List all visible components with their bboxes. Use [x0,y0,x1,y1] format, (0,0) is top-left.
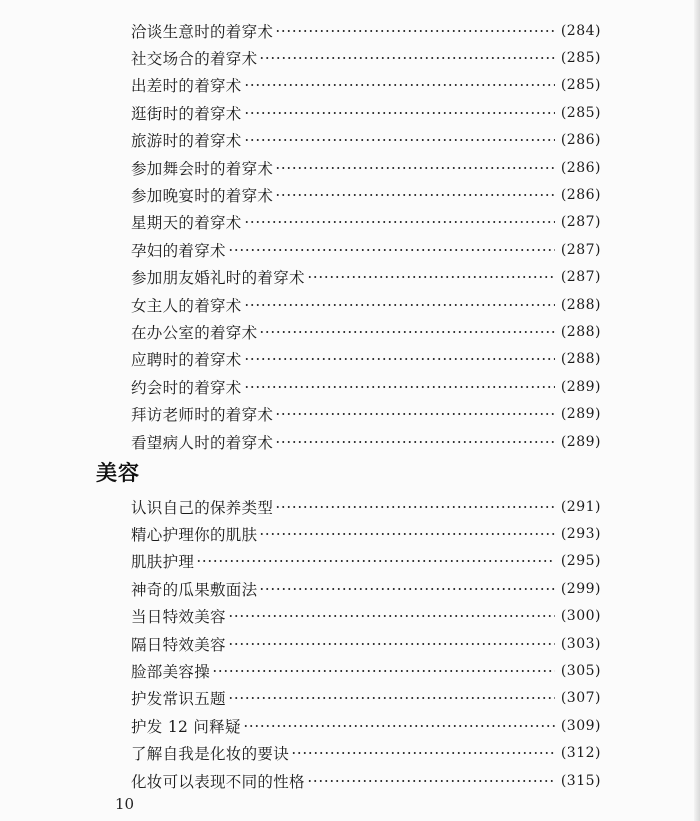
toc-entry[interactable] [131,657,601,684]
toc-entry-title: 化妆可以表现不同的性格 [131,772,305,791]
toc-entry-title: 女主人的着穿术 [131,296,242,315]
dot-leader [259,533,554,535]
dot-leader [243,725,555,727]
toc-list-continued [131,17,601,455]
toc-entry[interactable] [131,400,601,427]
toc-entry[interactable] [131,630,601,657]
toc-entry-page-number: (303) [560,635,601,652]
toc-entry-title: 认识自己的保养类型 [131,498,274,517]
toc-entry-title: 隔日特效美容 [131,635,226,654]
toc-entry-page-number: (288) [560,296,601,313]
dot-leader [228,615,555,617]
dot-leader [228,249,555,251]
toc-entry-title: 肌肤护理 [131,553,195,572]
toc-entry-page-number: (284) [560,22,601,39]
toc-entry-title: 了解自我是化妆的要诀 [131,745,290,764]
dot-leader [244,112,555,114]
toc-entry[interactable] [131,99,601,126]
toc-entry-title: 在办公室的着穿术 [131,323,258,342]
toc-entry[interactable] [131,712,601,739]
toc-entry-page-number: (286) [560,132,601,149]
dot-leader [307,276,555,278]
section-heading: 美容 [96,461,140,485]
toc-entry-page-number: (307) [560,690,601,707]
toc-entry-page-number: (299) [560,580,601,597]
toc-entry-title: 应聘时的着穿术 [131,351,242,370]
dot-leader [275,194,555,196]
toc-entry-title: 逛街时的着穿术 [131,104,242,123]
dot-leader [291,752,555,754]
toc-entry-page-number: (285) [560,77,601,94]
toc-entry-page-number: (300) [560,608,601,625]
toc-entry-page-number: (293) [560,526,601,543]
dot-leader [244,386,555,388]
toc-entry[interactable] [131,548,601,575]
dot-leader [196,560,555,562]
toc-entry[interactable] [131,72,601,99]
dot-leader [244,304,555,306]
dot-leader [244,84,555,86]
toc-entry[interactable] [131,154,601,181]
toc-entry-page-number: (287) [560,269,601,286]
toc-entry-page-number: (287) [560,241,601,258]
toc-entry[interactable] [131,346,601,373]
toc-entry-title: 脸部美容操 [131,663,211,682]
toc-entry[interactable] [131,318,601,345]
toc-entry-title: 参加舞会时的着穿术 [131,159,274,178]
toc-entry-title: 约会时的着穿术 [131,378,242,397]
toc-entry-title: 护发常识五题 [131,690,226,709]
toc-entry-page-number: (286) [560,187,601,204]
dot-leader [259,57,554,59]
toc-entry[interactable] [131,575,601,602]
dot-leader [244,221,555,223]
dot-leader [228,697,555,699]
toc-entry[interactable] [131,209,601,236]
toc-entry-page-number: (305) [560,663,601,680]
toc-entry[interactable] [131,236,601,263]
toc-entry[interactable] [131,740,601,767]
toc-entry-page-number: (295) [560,553,601,570]
toc-entry-title: 星期天的着穿术 [131,214,242,233]
toc-entry-page-number: (289) [560,406,601,423]
dot-leader [259,588,554,590]
toc-entry-title: 当日特效美容 [131,608,226,627]
toc-entry-title: 洽谈生意时的着穿术 [131,22,274,41]
dot-leader [259,331,554,333]
dot-leader [275,413,555,415]
toc-entry-page-number: (309) [560,717,601,734]
dot-leader [244,139,555,141]
toc-entry-page-number: (315) [560,772,601,789]
dot-leader [228,643,555,645]
toc-entry-title: 孕妇的着穿术 [131,241,226,260]
page-number: 10 [115,795,135,813]
toc-entry-page-number: (312) [560,745,601,762]
toc-entry-page-number: (285) [560,104,601,121]
toc-entry-page-number: (288) [560,351,601,368]
toc-entry-page-number: (291) [560,498,601,515]
toc-entry[interactable] [131,44,601,71]
toc-entry[interactable] [131,127,601,154]
toc-entry[interactable] [131,685,601,712]
toc-entry-page-number: (288) [560,323,601,340]
dot-leader [275,30,555,32]
dot-leader [212,670,555,672]
toc-entry[interactable] [131,493,601,520]
toc-entry-page-number: (289) [560,378,601,395]
toc-entry-title: 旅游时的着穿术 [131,132,242,151]
toc-list-beauty [131,493,601,794]
dot-leader [244,358,555,360]
toc-entry-title: 参加朋友婚礼时的着穿术 [131,269,305,288]
toc-entry-title: 参加晚宴时的着穿术 [131,187,274,206]
dot-leader [275,506,555,508]
toc-entry-title: 精心护理你的肌肤 [131,526,258,545]
toc-entry[interactable] [131,767,601,794]
toc-entry-title: 拜访老师时的着穿术 [131,406,274,425]
toc-entry[interactable] [131,264,601,291]
toc-entry-page-number: (287) [560,214,601,231]
dot-leader [275,441,555,443]
toc-entry[interactable] [131,373,601,400]
toc-entry[interactable] [131,520,601,547]
dot-leader [275,167,555,169]
toc-entry-page-number: (285) [560,50,601,67]
toc-entry-title: 护发 12 问释疑 [131,717,241,736]
toc-entry[interactable] [131,291,601,318]
toc-entry[interactable] [131,603,601,630]
toc-entry[interactable] [131,428,601,455]
page-edge-shadow [694,0,700,821]
toc-entry-title: 看望病人时的着穿术 [131,433,274,452]
toc-entry-page-number: (289) [560,433,601,450]
toc-entry[interactable] [131,181,601,208]
toc-entry-page-number: (286) [560,159,601,176]
dot-leader [307,780,555,782]
toc-entry-title: 出差时的着穿术 [131,77,242,96]
toc-entry[interactable] [131,17,601,44]
toc-entry-title: 神奇的瓜果敷面法 [131,580,258,599]
toc-entry-title: 社交场合的着穿术 [131,50,258,69]
